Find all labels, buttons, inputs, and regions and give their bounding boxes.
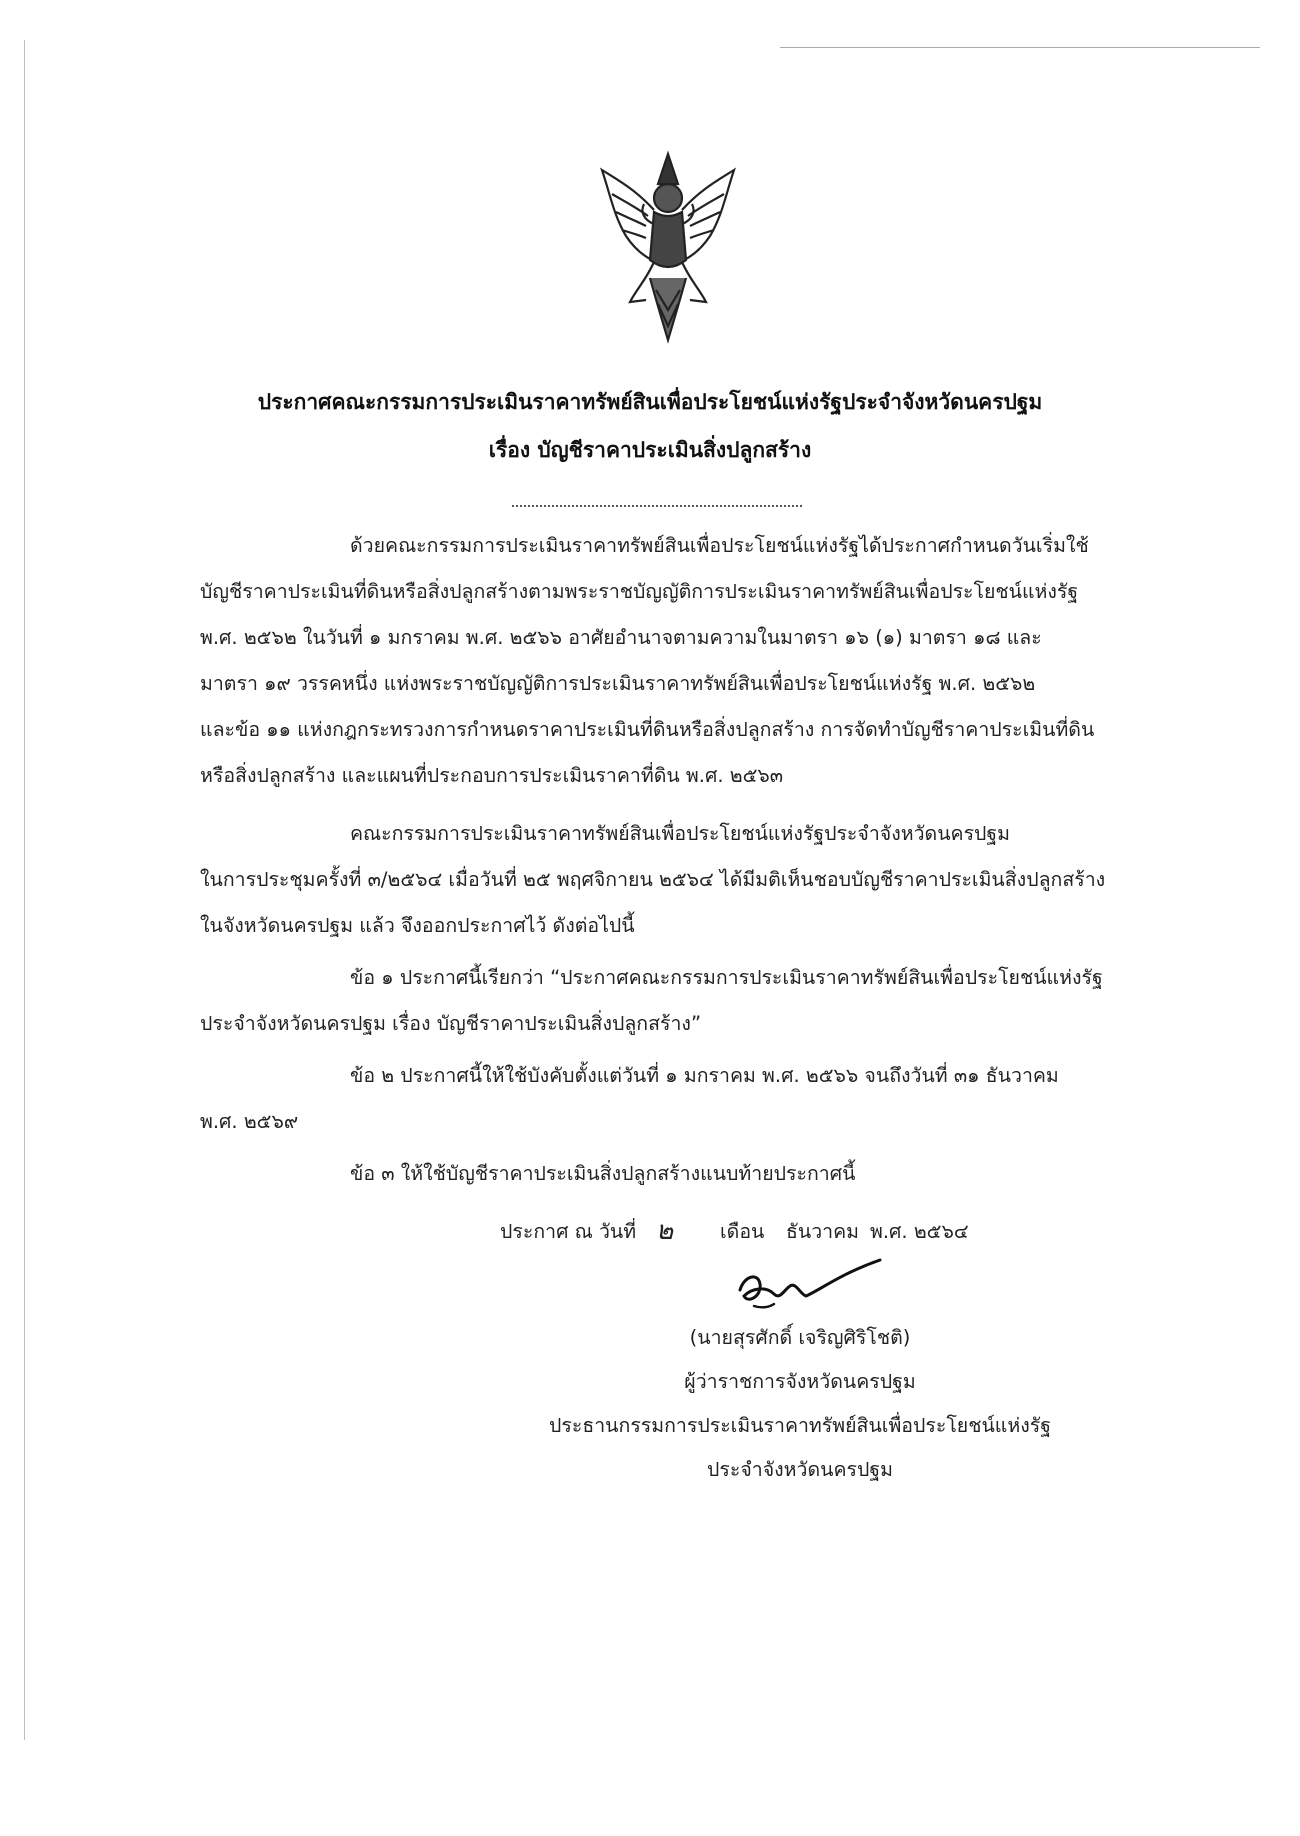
dated-year: พ.ศ. ๒๕๖๔	[870, 1220, 969, 1243]
signatory-title: ผู้ว่าราชการจังหวัดนครปฐม	[684, 1370, 916, 1393]
paragraph2-line: ในจังหวัดนครปฐม แล้ว จึงออกประกาศไว้ ดังต่อไปนี้	[200, 914, 635, 937]
announcement-title: ประกาศคณะกรรมการประเมินราคาทรัพย์สินเพื่อประโยชน์แห่งรัฐประจำจังหวัดนครปฐม	[257, 390, 1043, 414]
dated-prefix: ประกาศ ณ วันที่	[500, 1220, 637, 1243]
paragraph2-line: ในการประชุมครั้งที่ ๓/๒๕๖๔ เมื่อวันที่ ๒๕ พฤศจิกายน ๒๕๖๔ ได้มีมติเห็นชอบบัญชีราคาประเมินสิ่งปลูกสร้าง	[200, 868, 1106, 891]
paragraph1-line: หรือสิ่งปลูกสร้าง และแผนที่ประกอบการประเมินราคาที่ดิน พ.ศ. ๒๕๖๓	[200, 764, 784, 787]
garuda-emblem-icon	[596, 150, 740, 350]
paragraph1-line: และข้อ ๑๑ แห่งกฎกระทรวงการกำหนดราคาประเมินที่ดินหรือสิ่งปลูกสร้าง การจัดทำบัญชีราคาประเมินที่ดิน	[200, 718, 1095, 741]
signatory-committee-title: ประธานกรรมการประเมินราคาทรัพย์สินเพื่อประโยชน์แห่งรัฐ	[549, 1414, 1051, 1437]
clause1-line: ประจำจังหวัดนครปฐม เรื่อง บัญชีราคาประเมินสิ่งปลูกสร้าง”	[200, 1012, 702, 1035]
clause1-line: ข้อ ๑ ประกาศนี้เรียกว่า “ประกาศคณะกรรมการประเมินราคาทรัพย์สินเพื่อประโยชน์แห่งรัฐ	[350, 966, 1103, 989]
scan-edge-left	[24, 40, 25, 1740]
paragraph1-line: มาตรา ๑๙ วรรคหนึ่ง แห่งพระราชบัญญัติการประเมินราคาทรัพย์สินเพื่อประโยชน์แห่งรัฐ พ.ศ. ๒๕๖๒	[200, 672, 1036, 695]
paragraph1-line: พ.ศ. ๒๕๖๒ ในวันที่ ๑ มกราคม พ.ศ. ๒๕๖๖ อาศัยอำนาจตามความในมาตรา ๑๖ (๑) มาตรา ๑๘ และ	[200, 626, 1042, 649]
paragraph1-line: ด้วยคณะกรรมการประเมินราคาทรัพย์สินเพื่อประโยชน์แห่งรัฐได้ประกาศกำหนดวันเริ่มใช้	[350, 534, 1089, 557]
handwritten-signature	[730, 1250, 910, 1320]
signatory-province: ประจำจังหวัดนครปฐม	[707, 1458, 893, 1481]
clause3-line: ข้อ ๓ ให้ใช้บัญชีราคาประเมินสิ่งปลูกสร้างแนบท้ายประกาศนี้	[350, 1162, 856, 1185]
clause2-line: พ.ศ. ๒๕๖๙	[200, 1110, 299, 1133]
dated-day: ๒	[656, 1216, 674, 1246]
paragraph2-line: คณะกรรมการประเมินราคาทรัพย์สินเพื่อประโยชน์แห่งรัฐประจำจังหวัดนครปฐม	[350, 822, 1011, 845]
paragraph1-line: บัญชีราคาประเมินที่ดินหรือสิ่งปลูกสร้างตามพระราชบัญญัติการประเมินราคาทรัพย์สินเพื่อประโยชน์แห่งรัฐ	[200, 580, 1079, 603]
announcement-subject: เรื่อง บัญชีราคาประเมินสิ่งปลูกสร้าง	[488, 438, 812, 462]
dated-month-label: เดือน	[720, 1220, 765, 1243]
clause2-line: ข้อ ๒ ประกาศนี้ให้ใช้บังคับตั้งแต่วันที่ ๑ มกราคม พ.ศ. ๒๕๖๖ จนถึงวันที่ ๓๑ ธันวาคม	[350, 1064, 1059, 1087]
scan-edge-top	[780, 47, 1260, 48]
signatory-name: (นายสุรศักดิ์ เจริญศิริโชติ)	[689, 1326, 911, 1349]
heading-divider	[512, 505, 802, 507]
dated-month: ธันวาคม	[786, 1220, 860, 1243]
